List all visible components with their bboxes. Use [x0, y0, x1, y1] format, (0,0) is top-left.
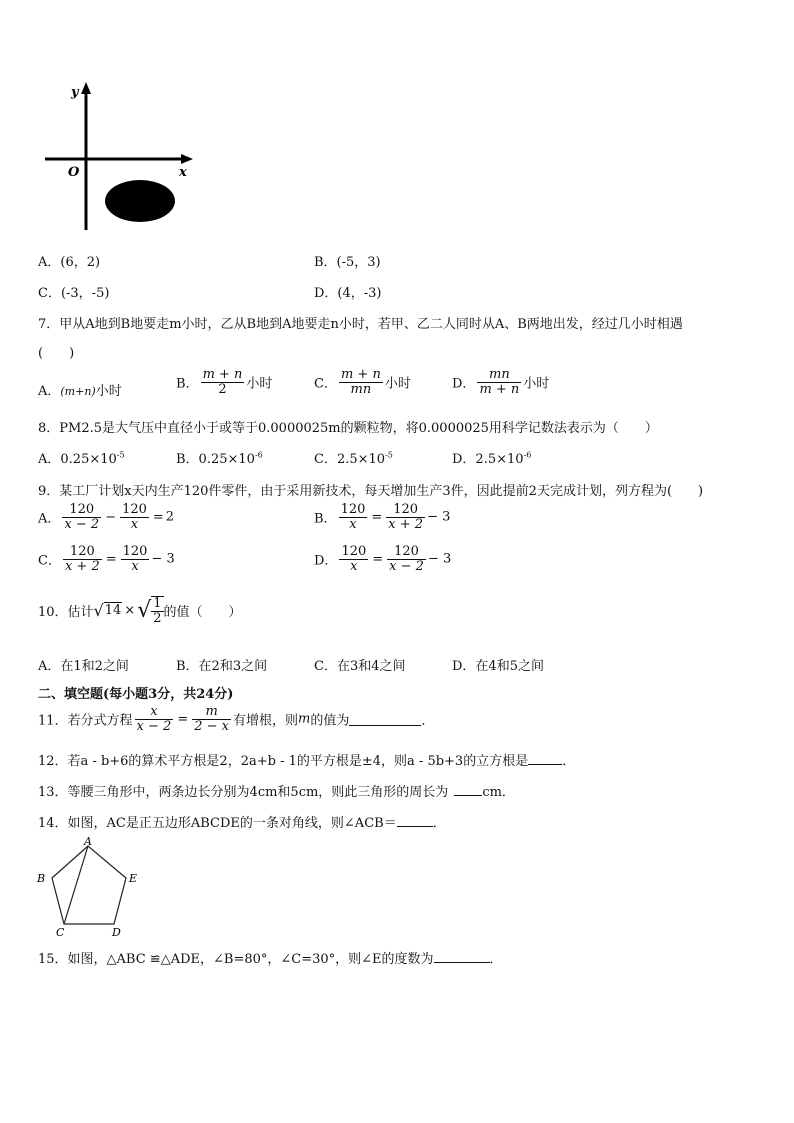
q9-d-frac1 — [339, 545, 368, 573]
q6-option-c: C．(-3，-5) — [38, 286, 110, 301]
q7-d-label: D． — [452, 376, 476, 392]
q13-text: 13．等腰三角形中，两条边长分别为4cm和5cm，则此三角形的周长为 — [38, 785, 449, 800]
q9-c-eq: = — [105, 551, 117, 567]
q10-sqrt14-radicand: 14 — [104, 603, 122, 619]
q15-end: ． — [489, 952, 503, 967]
q8-d-exp: -6 — [523, 450, 532, 460]
pentagon-figure — [34, 834, 144, 940]
q7-paren: ( ) — [38, 346, 75, 361]
q7-b-unit: 小时 — [246, 376, 273, 392]
q9-c-rhs: − 3 — [151, 551, 175, 567]
q9-a-rhs: 2 — [165, 509, 175, 525]
q7-option-d — [452, 368, 549, 396]
q7-a-unit: 小时 — [95, 384, 122, 399]
x-axis-label: x — [179, 165, 187, 180]
q11-eq: = — [177, 711, 189, 727]
y-axis-label: y — [71, 85, 79, 100]
q7-d-den: m + n — [479, 381, 520, 397]
ink-blot — [105, 180, 175, 222]
q9-option-d — [314, 545, 451, 573]
q9-option-b — [314, 503, 450, 531]
q9-b-frac1-num: 120 — [340, 502, 366, 517]
q9-c-frac1-num: 120 — [63, 545, 102, 560]
q12-end: ． — [562, 754, 576, 769]
q8-option-a — [38, 448, 125, 467]
q14 — [38, 812, 446, 831]
q7-option-b — [176, 368, 272, 396]
q12-answer-blank[interactable] — [528, 751, 562, 765]
q12-text: 12．若a - b+6的算术平方根是2，2a+b - 1的平方根是±4，则a - 5b+3的立方根是 — [38, 754, 529, 769]
q9-option-c — [38, 545, 175, 573]
vertex-d: D — [112, 926, 121, 939]
q8-a-text: A．0.25×10 — [38, 452, 117, 467]
q8-b-exp: -6 — [254, 450, 263, 460]
q8-c-text: C．2.5×10 — [314, 452, 386, 467]
q9-d-rhs: − 3 — [427, 551, 452, 567]
q10-half-den: 2 — [153, 610, 162, 626]
q7-stem: 7．甲从A地到B地要走m小时，乙从B地到A地要走n小时，若甲、乙二人同时从A、B两地出发，经过几小时相遇 — [38, 317, 683, 332]
q7-b-num: m + n — [202, 367, 243, 382]
q9-b-eq: = — [371, 509, 383, 525]
q7-b-fraction — [201, 368, 245, 396]
q9-b-frac2-num: 120 — [386, 503, 425, 518]
q9-c-frac1 — [63, 545, 102, 573]
q11-text-b: 有增根，则 — [232, 713, 298, 729]
q14-end: ． — [432, 816, 446, 831]
vertex-e: E — [129, 872, 138, 885]
q9-a-frac2 — [120, 503, 149, 531]
q9-b-frac1 — [339, 503, 368, 531]
q9-a-frac2-num: 120 — [122, 502, 147, 517]
q10-half-num: 1 — [153, 596, 162, 611]
q13 — [38, 781, 515, 800]
q9-c-frac2-num: 120 — [122, 544, 148, 559]
q7-a-expr: (m+n) — [60, 385, 96, 398]
q11-frac2-num: m — [192, 705, 231, 720]
q9-b-label: B． — [314, 511, 337, 527]
q11-answer-blank[interactable] — [349, 712, 421, 726]
x-axis-arrow — [181, 154, 193, 164]
q9-a-frac2-den: x — [130, 516, 139, 532]
q8-d-text: D．2.5×10 — [452, 452, 524, 467]
q8-option-c — [314, 448, 393, 467]
q10-stem-a: 10．估计 — [38, 605, 94, 621]
vertex-b: B — [37, 872, 46, 885]
q7-c-num: m + n — [340, 367, 381, 382]
q15 — [38, 948, 503, 967]
q13-answer-blank[interactable] — [454, 782, 482, 796]
q9-d-frac1-den: x — [350, 558, 358, 574]
q10-option-c: C．在3和4之间 — [314, 659, 406, 674]
q8-c-exp: -5 — [385, 450, 393, 460]
q9-a-frac1-num: 120 — [62, 503, 101, 518]
q8-option-d — [452, 448, 531, 467]
q10-times: × — [124, 603, 136, 619]
q7-b-label: B． — [176, 376, 199, 392]
q11-frac2-den: 2 − x — [194, 718, 229, 734]
q7-c-den: mn — [350, 381, 372, 397]
q9-stem: 9．某工厂计划x天内生产120件零件，由于采用新技术，每天增加生产3件，因此提前2天完成计划，列方程为( ) — [38, 484, 704, 499]
q11-text-c: 的值为 — [310, 713, 350, 729]
q6-option-a: A．(6，2) — [38, 255, 101, 270]
q7-c-label: C． — [314, 376, 337, 392]
q7-c-fraction — [339, 368, 383, 396]
q10-option-a: A．在1和2之间 — [38, 659, 129, 674]
q9-c-frac1-den: x + 2 — [64, 558, 100, 574]
q11-frac2 — [192, 705, 231, 733]
q8-a-exp: -5 — [116, 450, 125, 460]
q7-d-unit: 小时 — [523, 376, 550, 392]
q14-answer-blank[interactable] — [397, 813, 433, 827]
q7-option-a — [38, 380, 122, 399]
q10-sqrt-half: √ $\frac{1}{2}$ — [137, 596, 162, 626]
q11-text-a: 11．若分式方程 — [38, 713, 133, 729]
q11-m: m — [298, 711, 311, 727]
q9-d-frac2-num: 120 — [387, 545, 426, 560]
pentagon-abcde — [52, 846, 126, 924]
section-2-heading: 二、填空题(每小题3分，共24分) — [38, 687, 234, 702]
q9-a-frac1 — [62, 503, 101, 531]
q9-b-frac1-den: x — [349, 516, 357, 532]
q9-d-label: D． — [314, 553, 338, 569]
q9-a-eq: = — [152, 509, 164, 525]
q8-b-text: B．0.25×10 — [176, 452, 255, 467]
q9-d-eq: = — [372, 551, 384, 567]
q9-a-frac1-den: x − 2 — [64, 516, 100, 532]
q10-option-d: D．在4和5之间 — [452, 659, 544, 674]
vertex-c: C — [56, 926, 65, 939]
q12 — [38, 750, 575, 769]
q10-sqrt14: √14 — [93, 601, 122, 621]
q7-c-unit: 小时 — [384, 376, 411, 392]
q7-a-label: A． — [38, 384, 61, 399]
diagonal-ac — [64, 846, 88, 924]
q7-b-den: 2 — [218, 381, 227, 397]
q8-stem: 8．PM2.5是大气压中直径小于或等于0.0000025m的颗粒物，将0.0000025用科学记数法表示为（ ） — [38, 421, 658, 436]
q9-a-label: A． — [38, 511, 61, 527]
q9-d-frac1-num: 120 — [341, 544, 367, 559]
q9-option-a — [38, 503, 174, 531]
q9-b-rhs: − 3 — [427, 509, 451, 525]
q7-option-c — [314, 368, 411, 396]
q9-d-frac2-den: x − 2 — [389, 558, 424, 574]
q10-stem — [38, 596, 242, 625]
y-axis-arrow — [81, 82, 91, 94]
q9-c-label: C． — [38, 553, 61, 569]
vertex-a: A — [84, 835, 92, 848]
coordinate-figure — [40, 80, 200, 235]
q15-answer-blank[interactable] — [434, 949, 490, 963]
q13-unit: cm． — [482, 785, 515, 800]
q10-option-b: B．在2和3之间 — [176, 659, 268, 674]
q9-c-frac2 — [121, 545, 150, 573]
q11-frac1 — [135, 705, 174, 733]
q14-text: 14．如图，AC是正五边形ABCDE的一条对角线，则∠ACB＝ — [38, 816, 397, 831]
q9-a-minus: − — [105, 509, 117, 525]
q9-c-frac2-den: x — [131, 558, 139, 574]
q11-end: ． — [421, 713, 435, 729]
q15-text: 15．如图，△ABC ≌△ADE，∠B=80°，∠C=30°，则∠E的度数为 — [38, 952, 434, 967]
q11 — [38, 705, 434, 733]
q6-option-b: B．(-5，3) — [314, 255, 381, 270]
q7-d-num: mn — [477, 368, 521, 383]
q8-option-b — [176, 448, 263, 467]
q9-d-frac2 — [387, 545, 426, 573]
q10-stem-b: 的值（ ） — [163, 605, 242, 621]
q11-frac1-den: x − 2 — [136, 718, 172, 734]
q7-d-fraction — [477, 368, 521, 396]
q6-option-d: D．(4，-3) — [314, 286, 382, 301]
q9-b-frac2-den: x + 2 — [388, 516, 424, 532]
q11-frac1-num: x — [135, 705, 174, 720]
origin-label: O — [68, 165, 80, 180]
q9-b-frac2 — [386, 503, 425, 531]
